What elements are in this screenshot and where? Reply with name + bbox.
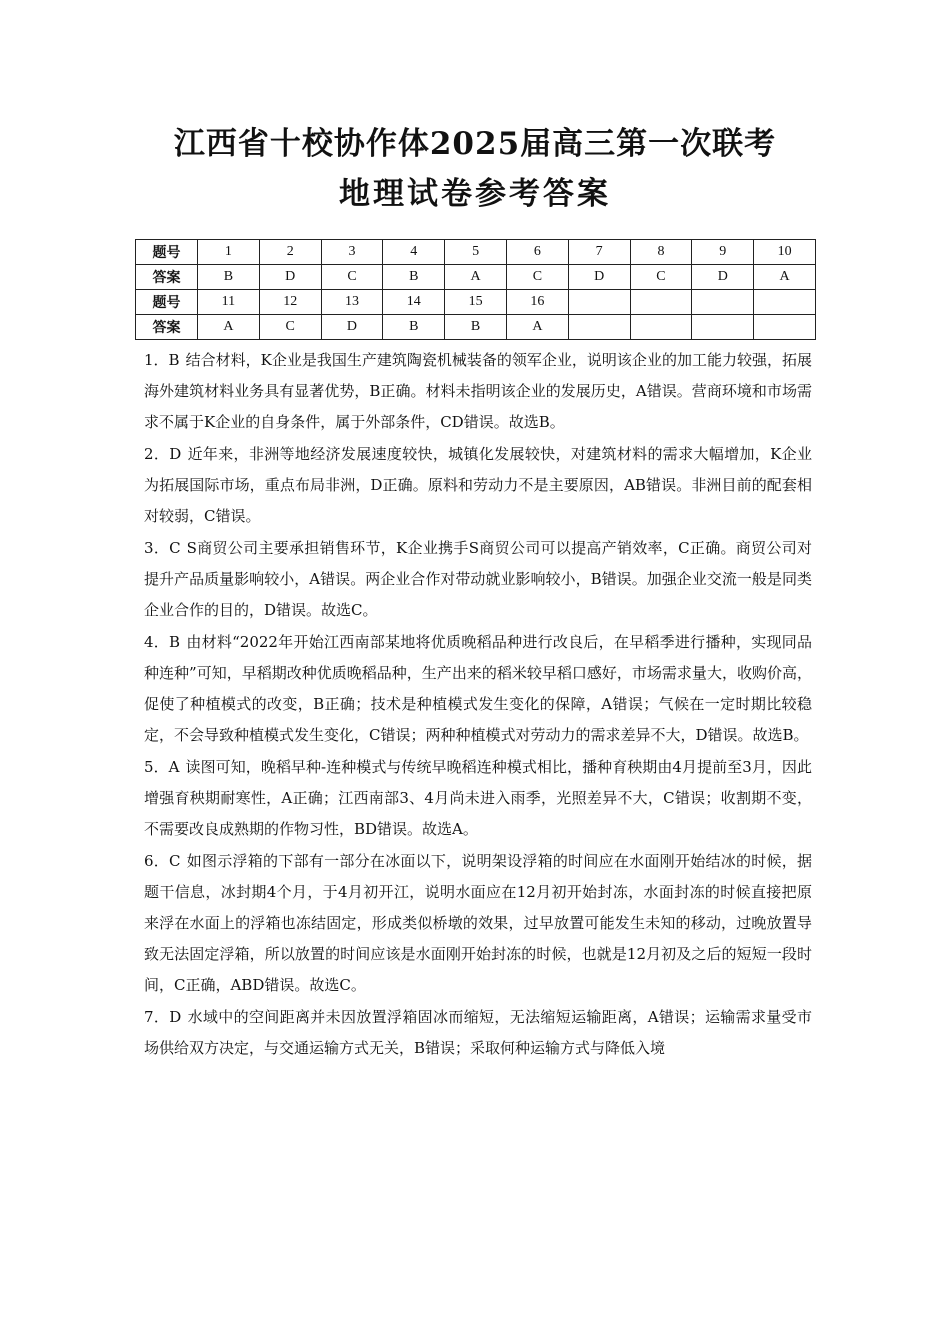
explanation-item — [144, 533, 812, 626]
explanation-item — [144, 627, 812, 751]
row-header: 题号 — [136, 290, 198, 315]
explanation-number: 2．D — [144, 445, 182, 463]
question-number: 5 — [445, 240, 507, 265]
empty-cell — [630, 315, 692, 340]
question-number: 8 — [630, 240, 692, 265]
explanations — [144, 345, 812, 1065]
explanation-number: 3．C — [144, 539, 181, 557]
question-number: 2 — [259, 240, 321, 265]
row-header: 答案 — [136, 265, 198, 290]
answer-cell: A — [506, 315, 568, 340]
answer-cell: B — [198, 265, 260, 290]
explanation-item — [144, 439, 812, 532]
question-number: 15 — [445, 290, 507, 315]
question-number: 13 — [321, 290, 383, 315]
answer-cell: C — [259, 315, 321, 340]
answer-cell: C — [321, 265, 383, 290]
answer-cell: D — [568, 265, 630, 290]
question-number: 12 — [259, 290, 321, 315]
explanation-number: 5．A — [144, 758, 180, 776]
answer-cell: D — [321, 315, 383, 340]
explanation-item — [144, 345, 812, 438]
answer-cell: A — [445, 265, 507, 290]
question-number: 11 — [198, 290, 260, 315]
question-number: 3 — [321, 240, 383, 265]
page-title: 江西省十校协作体2025届高三第一次联考 — [173, 126, 777, 162]
table-row — [136, 240, 816, 265]
page-subtitle: 地理试卷参考答案 — [339, 176, 611, 212]
explanation-text: 由材料“2022年开始江西南部某地将优质晚稻品种进行改良后，在早稻季进行播种，实现同品种连种”可知，早稻期改种优质晚稻品种，生产出来的稻米较早稻口感好，市场需求量大，收购价高，促使了种植模式的改变，B正确；技术是种植模式发生变化的保障，A错误；气候在一定时期比较稳定，不会导致种植模式发生变化，C错误；两种种植模式对劳动力的需求差异不大，D错误。故选B。 — [144, 633, 812, 744]
explanation-item — [144, 846, 812, 1001]
answer-cell: B — [383, 315, 445, 340]
explanation-item — [144, 752, 812, 845]
row-header: 题号 — [136, 240, 198, 265]
question-number: 14 — [383, 290, 445, 315]
empty-cell — [692, 315, 754, 340]
answer-cell: D — [259, 265, 321, 290]
explanation-text: 如图示浮箱的下部有一部分在冰面以下，说明架设浮箱的时间应在水面刚开始结冰的时候，据题干信息，冰封期4个月，于4月初开江，说明水面应在12月初开始封冻，水面封冻的时候直接把原来浮在水面上的浮箱也冻结固定，形成类似桥墩的效果，过早放置可能发生未知的移动，过晚放置导致无法固定浮箱，所以放置的时间应该是水面刚开始封冻的时候，也就是12月初及之后的短短一段时间，C正确，ABD错误。故选C。 — [144, 852, 812, 994]
explanation-number: 4．B — [144, 633, 181, 651]
table-row — [136, 265, 816, 290]
empty-cell — [568, 290, 630, 315]
empty-cell — [754, 315, 816, 340]
explanation-item — [144, 1002, 812, 1064]
table-row — [136, 315, 816, 340]
empty-cell — [754, 290, 816, 315]
answer-table — [135, 239, 816, 340]
question-number: 10 — [754, 240, 816, 265]
explanation-text: 水域中的空间距离并未因放置浮箱固冰而缩短，无法缩短运输距离，A错误；运输需求量受市场供给双方决定，与交通运输方式无关，B错误；采取何种运输方式与降低入境 — [144, 1008, 812, 1057]
answer-cell: D — [692, 265, 754, 290]
explanation-number: 1．B — [144, 351, 180, 369]
answer-cell: A — [198, 315, 260, 340]
question-number: 7 — [568, 240, 630, 265]
empty-cell — [630, 290, 692, 315]
answer-cell: C — [506, 265, 568, 290]
explanation-text: 读图可知，晚稻早种-连种模式与传统早晚稻连种模式相比，播种育秧期由4月提前至3月，因此增强育秧期耐寒性，A正确；江西南部3、4月尚未进入雨季，光照差异不大，C错误；收割期不变，不需要改良成熟期的作物习性，BD错误。故选A。 — [144, 758, 812, 838]
answer-cell: B — [445, 315, 507, 340]
question-number: 4 — [383, 240, 445, 265]
empty-cell — [692, 290, 754, 315]
answer-cell: B — [383, 265, 445, 290]
question-number: 9 — [692, 240, 754, 265]
table-row — [136, 290, 816, 315]
question-number: 6 — [506, 240, 568, 265]
question-number: 1 — [198, 240, 260, 265]
explanation-text: S商贸公司主要承担销售环节，K企业携手S商贸公司可以提高产销效率，C正确。商贸公司对提升产品质量影响较小，A错误。两企业合作对带动就业影响较小，B错误。加强企业交流一般是同类企业合作的目的，D错误。故选C。 — [144, 539, 812, 619]
answer-cell: A — [754, 265, 816, 290]
empty-cell — [568, 315, 630, 340]
explanation-number: 7．D — [144, 1008, 182, 1026]
explanation-number: 6．C — [144, 852, 181, 870]
answer-cell: C — [630, 265, 692, 290]
explanation-text: 结合材料，K企业是我国生产建筑陶瓷机械装备的领军企业，说明该企业的加工能力较强，拓展海外建筑材料业务具有显著优势，B正确。材料未指明该企业的发展历史，A错误。营商环境和市场需求不属于K企业的自身条件，属于外部条件，CD错误。故选B。 — [144, 351, 812, 431]
explanation-text: 近年来，非洲等地经济发展速度较快，城镇化发展较快，对建筑材料的需求大幅增加，K企业为拓展国际市场，重点布局非洲，D正确。原料和劳动力不是主要原因，AB错误。非洲目前的配套相对较弱，C错误。 — [144, 445, 812, 525]
question-number: 16 — [506, 290, 568, 315]
row-header: 答案 — [136, 315, 198, 340]
